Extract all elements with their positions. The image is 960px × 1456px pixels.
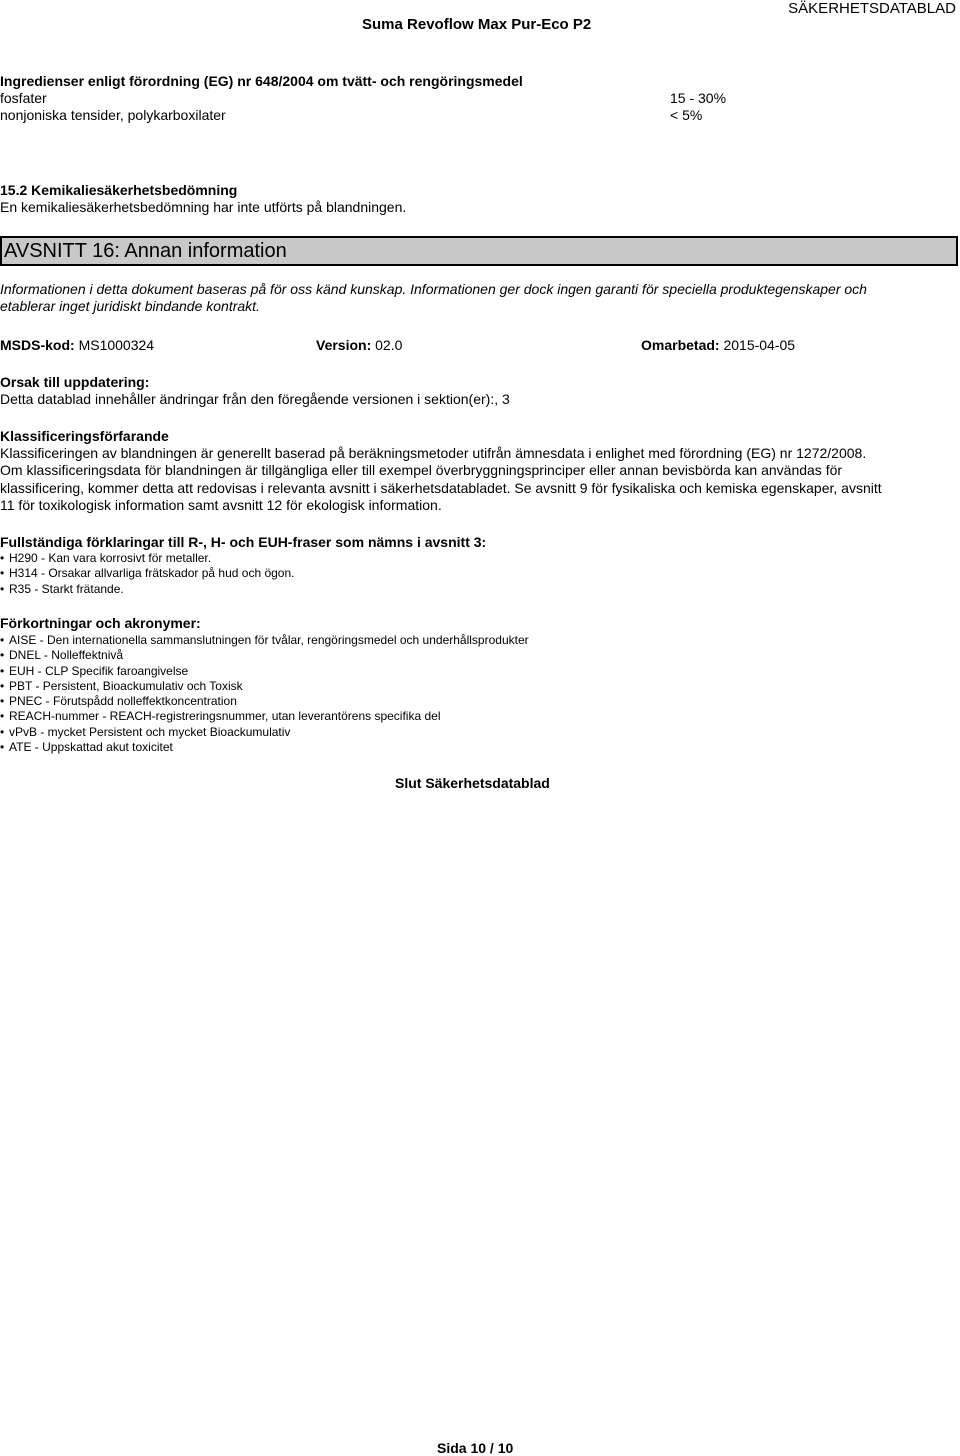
update-reason-text: Detta datablad innehåller ändringar från den föregående versionen i sektion(er):, 3 <box>0 391 510 407</box>
version-label: Version: <box>316 337 372 353</box>
revised-date <box>641 337 795 354</box>
ingredient-range: < 5% <box>670 107 703 123</box>
update-reason-heading: Orsak till uppdatering: <box>0 374 150 390</box>
document-type: SÄKERHETSDATABLAD <box>788 0 956 17</box>
list-item: • vPvB - mycket Persistent och mycket Bioackumulativ <box>0 725 529 740</box>
ingredient-name: nonjoniska tensider, polykarboxilater <box>0 107 226 123</box>
product-name: Suma Revoflow Max Pur-Eco P2 <box>362 16 592 33</box>
abbreviations-heading: Förkortningar och akronymer: <box>0 615 201 631</box>
list-item: • ATE - Uppskattad akut toxicitet <box>0 740 529 755</box>
list-item: • AISE - Den internationella sammanslutningen för tvålar, rengöringsmedel och underhållsprodukter <box>0 633 529 648</box>
section-16-banner <box>0 236 958 266</box>
list-item: • REACH-nummer - REACH-registreringsnummer, utan leverantörens specifika del <box>0 709 529 724</box>
phrases-heading: Fullständiga förklaringar till R-, H- och EUH-fraser som nämns i avsnitt 3: <box>0 534 487 550</box>
version-value: 02.0 <box>375 337 403 353</box>
list-item: • H290 - Kan vara korrosivt för metaller. <box>0 551 295 566</box>
revised-value: 2015-04-05 <box>723 337 796 353</box>
list-item: • H314 - Orsakar allvarliga frätskador på hud och ögon. <box>0 566 295 581</box>
chemical-safety-heading: 15.2 Kemikaliesäkerhetsbedömning <box>0 182 238 198</box>
chemical-safety-text: En kemikaliesäkerhetsbedömning har inte utförts på blandningen. <box>0 199 407 215</box>
list-item: • DNEL - Nolleffektnivå <box>0 648 529 663</box>
classification-line: 11 för toxikologisk information samt avsnitt 12 för ekologisk information. <box>0 497 442 513</box>
ingredients-heading: Ingredienser enligt förordning (EG) nr 648/2004 om tvätt- och rengöringsmedel <box>0 73 523 89</box>
section-16-title: AVSNITT 16: Annan information <box>4 240 287 262</box>
list-item: • PBT - Persistent, Bioackumulativ och Toxisk <box>0 679 529 694</box>
list-item: • R35 - Starkt frätande. <box>0 582 295 597</box>
msds-value: MS1000324 <box>78 337 155 353</box>
classification-line: klassificering, kommer detta att redovisas i relevanta avsnitt i säkerhetsdatabladet. Se avsnitt 9 för fysikaliska och kemiska egenskaper, avsnitt <box>0 480 882 496</box>
msds-label: MSDS-kod: <box>0 337 75 353</box>
section-16-intro-line2: etablerar inget juridiskt bindande kontrakt. <box>0 298 260 314</box>
ingredient-name: fosfater <box>0 90 47 106</box>
phrases-list <box>0 551 295 597</box>
classification-heading: Klassificeringsförfarande <box>0 428 169 444</box>
section-16-intro-line1: Informationen i detta dokument baseras på för oss känd kunskap. Informationen ger dock ingen garanti för speciella produktegenskaper och <box>0 281 867 297</box>
abbreviations-list <box>0 633 529 755</box>
classification-line: Klassificeringen av blandningen är generellt baserad på beräkningsmetoder utifrån ämnesdata i enlighet med förordning (EG) nr 1272/2008. <box>0 445 867 461</box>
page-number: Sida 10 / 10 <box>437 1440 514 1456</box>
revised-label: Omarbetad: <box>641 337 720 353</box>
ingredient-range: 15 - 30% <box>670 90 727 106</box>
msds-code <box>0 337 154 354</box>
list-item: • PNEC - Förutspådd nolleffektkoncentration <box>0 694 529 709</box>
end-of-document: Slut Säkerhetsdatablad <box>395 775 550 791</box>
version <box>316 337 402 354</box>
list-item: • EUH - CLP Specifik faroangivelse <box>0 664 529 679</box>
classification-line: Om klassificeringsdata för blandningen är tillgängliga eller till exempel överbryggningsprinciper eller annan bevisbörda kan användas för <box>0 462 843 478</box>
